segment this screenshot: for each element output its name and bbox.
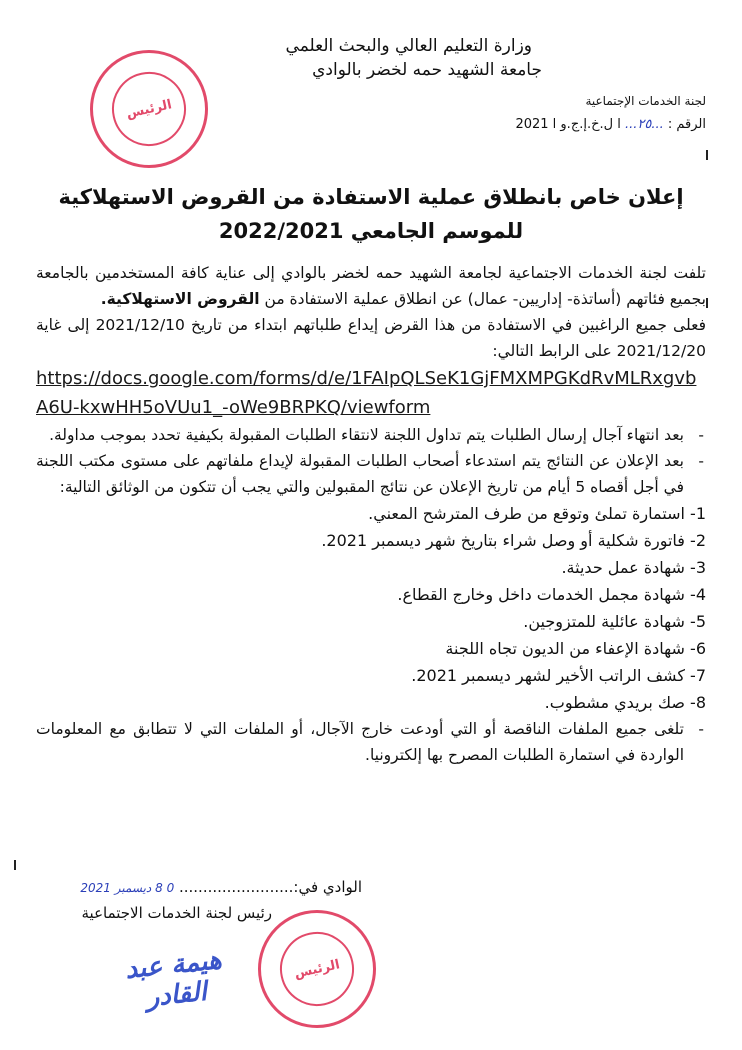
intro-bold: القروض الاستهلاكية. [100, 290, 260, 308]
committee-name: لجنة الخدمات الإجتماعية [585, 94, 706, 108]
document-item: 1- استمارة تملئ وتوقع من طرف المترشح المعني. [368, 504, 706, 523]
margin-mark [706, 150, 708, 160]
document-item: 8- صك بريدي مشطوب. [544, 693, 706, 712]
stamp-center: الرئيس [105, 65, 193, 153]
reference-line [515, 117, 706, 132]
bullet-item: - بعد الإعلان عن النتائج يتم استدعاء أصحاب الطلبات المقبولة لإيداع ملفاتهم على مستوى مكتب اللجنة في أجل أقصاه 5 أيام من تاريخ الإعلان عن نتائج المقبولين والتي يجب أن تتكون من الوثائق التالية: [36, 448, 706, 500]
documents-list [36, 500, 706, 716]
application-paragraph: فعلى جميع الراغبين في الاستفادة من هذا القرض إيداع طلباتهم ابتداء من تاريخ 2021/12/10 إلى غاية 2021/12/20 على الرابط التالي: [36, 316, 706, 360]
university-name: جامعة الشهيد حمه لخضر بالوادي [312, 60, 542, 80]
dots: ........................ [178, 878, 294, 896]
document-item: 3- شهادة عمل حديثة. [561, 558, 706, 577]
document-item: 4- شهادة مجمل الخدمات داخل وخارج القطاع. [397, 585, 706, 604]
intro-text: تلفت لجنة الخدمات الاجتماعية لجامعة الشهيد حمه لخضر بالوادي إلى عناية كافة المستخدمين بالجامعة بجميع فئاتهم (أساتذة- إداريين- عمال) عن انطلاق عملية الاستفادة من [36, 264, 706, 308]
place-label: الوادي في: [293, 878, 362, 896]
place-date-line [80, 878, 362, 896]
document-item: 2- فاتورة شكلية أو وصل شراء بتاريخ شهر ديسمبر 2021. [321, 531, 706, 550]
announcement-body [36, 260, 706, 768]
date-stamp: 0 8 ديسمبر 2021 [80, 881, 175, 895]
ref-number: ...٢٥... [624, 117, 664, 132]
document-item: 6- شهادة الإعفاء من الديون تجاه اللجنة [445, 639, 706, 658]
official-stamp [79, 39, 219, 179]
margin-mark [706, 298, 708, 308]
handwritten-signature: هيمة عبد القادر [123, 945, 224, 1013]
margin-mark [14, 860, 16, 870]
announcement-title: إعلان خاص بانطلاق عملية الاستفادة من القروض الاستهلاكية للموسم الجامعي 2022/2021 [58, 185, 684, 243]
bullet-list-final [36, 716, 706, 768]
intro-paragraph [36, 260, 706, 312]
stamp-center: الرئيس [273, 925, 361, 1013]
ministry-name: وزارة التعليم العالي والبحث العلمي [285, 36, 532, 56]
bullet-item: - بعد انتهاء آجال إرسال الطلبات يتم تداول اللجنة لانتقاء الطلبات المقبولة بكيفية تحدد بموجب مداولة. [36, 422, 706, 448]
bullet-list [36, 422, 706, 500]
document-item: 7- كشف الراتب الأخير لشهر ديسمبر 2021. [411, 666, 706, 685]
bullet-item: - تلغى جميع الملفات الناقصة أو التي أودعت خارج الآجال، أو الملفات التي لا تتطابق مع المعلومات الواردة في استمارة الطلبات المصرح بها إلكترونيا. [36, 716, 706, 768]
ref-suffix: ا ل.خ.إ.ج.و ا 2021 [515, 117, 621, 132]
signer-title: رئيس لجنة الخدمات الاجتماعية [81, 904, 272, 922]
form-link[interactable]: https://docs.google.com/forms/d/e/1FAIpQLSeK1GjFMXMPGKdRvMLRxgvbA6U-kxwHH5oVUu1_-oWe9BRPKQ/viewform [36, 368, 697, 418]
document-item: 5- شهادة عائلية للمتزوجين. [523, 612, 706, 631]
ref-label: الرقم : [667, 117, 706, 132]
